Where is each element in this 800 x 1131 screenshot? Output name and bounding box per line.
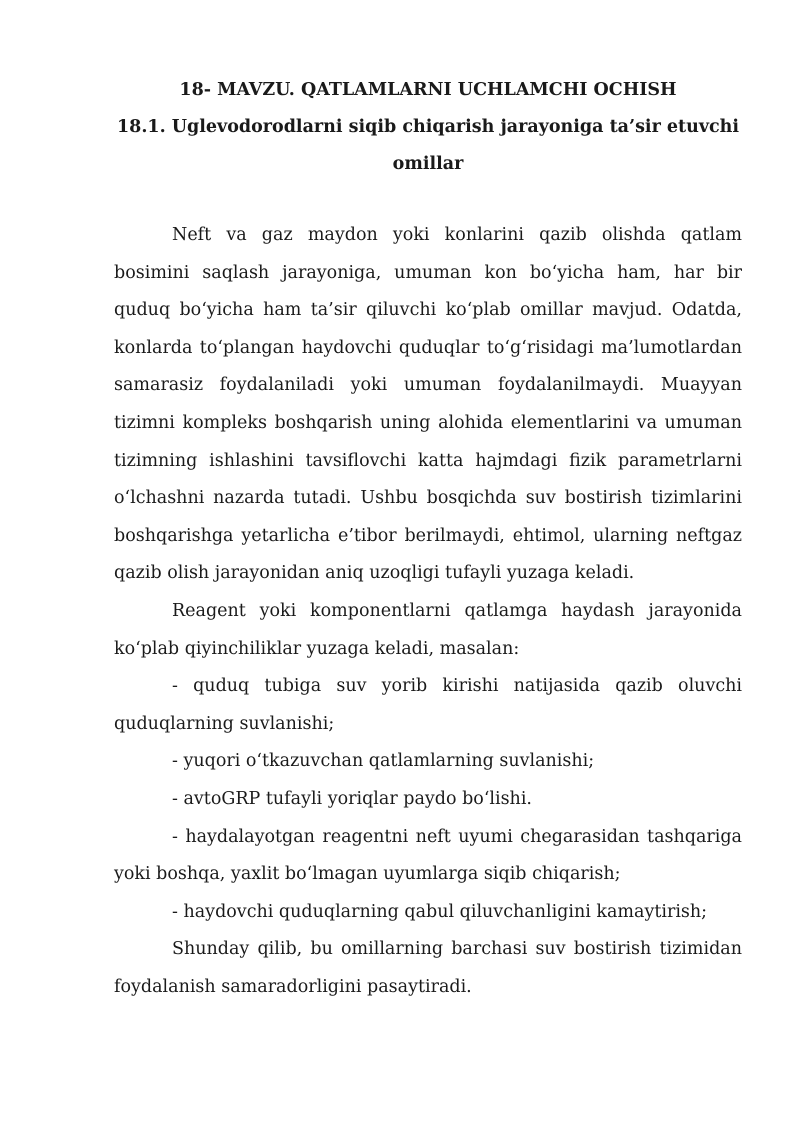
body-text — [114, 217, 742, 1006]
list-item: - quduq tubiga suv yorib kirishi natijasida qazib oluvchi quduqlarning suvlanishi; — [114, 676, 742, 734]
paragraph-intro: Neft va gaz maydon yoki konlarini qazib olishda qatlam bosimini saqlash jarayoniga, umuman kon bo‘yicha ham, har bir quduq bo‘yicha ham ta’sir qiluvchi ko‘plab omillar mavjud. Odatda, konlarda to‘plangan haydovchi quduqlar to‘g‘risidagi ma’lumotlardan samarasiz foydalaniladi yoki umuman foydalanilmaydi. Muayyan tizimni kompleks boshqarish uning alohida elementlarini va umuman tizimning ishlashini tavsiflovchi katta hajmdagi fizik parametrlarni o‘lchashni nazarda tutadi. Ushbu bosqichda suv bostirish tizimlarini boshqarishga yetarlicha e’tibor berilmaydi, ehtimol, ularning neftgaz qazib olish jarayonidan aniq uzoqligi tufayli yuzaga keladi. — [114, 225, 742, 584]
section-subtitle: 18.1. Uglevodorodlarni siqib chiqarish jarayoniga ta’sir etuvchi omillar — [116, 117, 740, 174]
list-item: - avtoGRP tufayli yoriqlar paydo bo‘lishi. — [172, 788, 532, 809]
list-item: - haydovchi quduqlarning qabul qiluvchanligini kamaytirish; — [172, 901, 708, 922]
document-title: 18- MAVZU. QATLAMLARNI UCHLAMCHI OCHISH — [179, 80, 677, 100]
paragraph-conclusion: Shunday qilib, bu omillarning barchasi suv bostirish tizimidan foydalanish samaradorligini pasaytiradi. — [114, 939, 742, 997]
document-page — [114, 76, 742, 1006]
list-item: - yuqori o‘tkazuvchan qatlamlarning suvlanishi; — [172, 751, 595, 772]
list-item: - haydalayotgan reagentni neft uyumi chegarasidan tashqariga yoki boshqa, yaxlit bo‘lmagan uyumlarga siqib chiqarish; — [114, 826, 742, 885]
paragraph-difficulties: Reagent yoki komponentlarni qatlamga haydash jarayonida ko‘plab qiyinchiliklar yuzaga keladi, masalan: — [114, 600, 742, 659]
